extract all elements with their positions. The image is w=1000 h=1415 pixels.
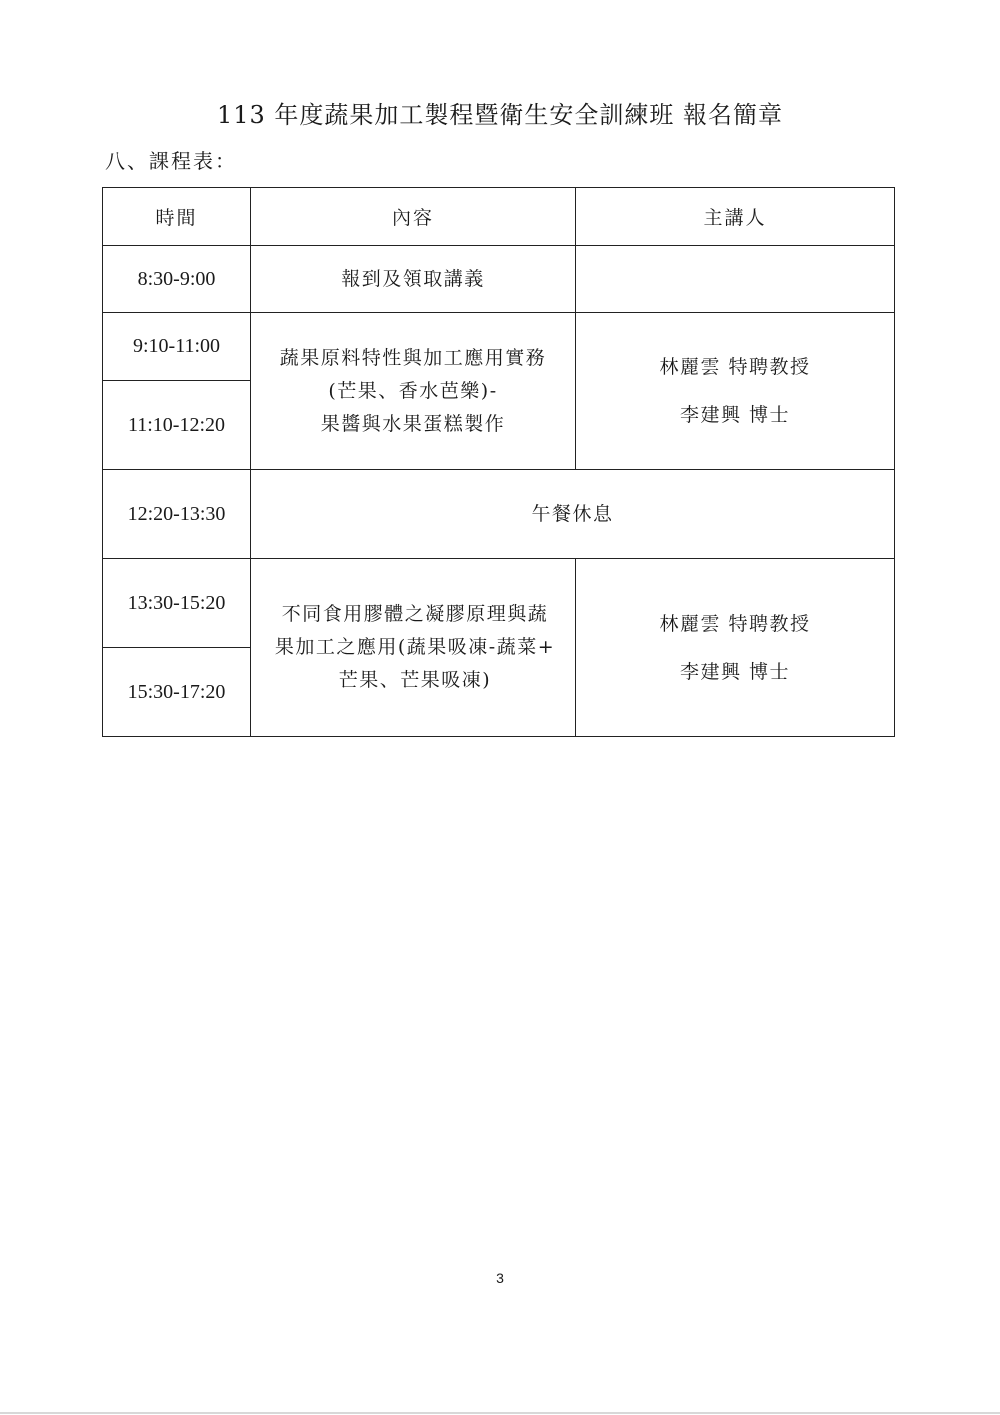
page-title: 113 年度蔬果加工製程暨衛生安全訓練班 報名簡章	[216, 101, 784, 129]
speaker-name: 林麗雲 特聘教授	[659, 612, 811, 635]
time-cell: 13:30-15:20	[103, 559, 251, 648]
content-cell	[251, 313, 576, 470]
content-line: 果加工之應用(蔬果吸凍-蔬菜+	[274, 636, 556, 658]
content-line: (芒果、香水芭樂)-	[328, 379, 498, 402]
speaker-name: 林麗雲 特聘教授	[659, 356, 811, 378]
header-speaker: 主講人	[576, 188, 895, 246]
schedule-table	[102, 187, 895, 737]
section-heading: 八、課程表：	[105, 149, 237, 173]
content-line: 蔬果原料特性與加工應用實務	[279, 346, 547, 369]
speaker-name: 李建興 博士	[679, 404, 791, 426]
content-line: 果醬與水果蛋糕製作	[320, 412, 506, 435]
content-line: 不同食用膠體之凝膠原理與蔬	[281, 603, 549, 625]
table-header-row	[103, 188, 895, 246]
time-cell: 9:10-11:00	[103, 313, 251, 381]
page-edge-rule	[0, 1412, 1000, 1414]
time-cell: 11:10-12:20	[103, 381, 251, 470]
speaker-cell	[576, 313, 895, 470]
header-time: 時間	[103, 188, 251, 246]
header-content: 內容	[251, 188, 576, 246]
speaker-cell	[576, 246, 895, 313]
table-row	[103, 246, 895, 313]
table-row	[103, 470, 895, 559]
time-cell: 8:30-9:00	[103, 246, 251, 313]
speaker-name: 李建興 博士	[679, 660, 791, 683]
content-line: 芒果、芒果吸凍)	[338, 669, 492, 691]
speaker-cell	[576, 559, 895, 737]
content-cell: 報到及領取講義	[251, 246, 576, 313]
table-row	[103, 559, 895, 648]
page-number: 3	[496, 1270, 504, 1286]
content-cell	[251, 559, 576, 737]
time-cell: 12:20-13:30	[103, 470, 251, 559]
content-cell: 午餐休息	[251, 470, 895, 559]
table-row	[103, 313, 895, 381]
time-cell: 15:30-17:20	[103, 648, 251, 737]
